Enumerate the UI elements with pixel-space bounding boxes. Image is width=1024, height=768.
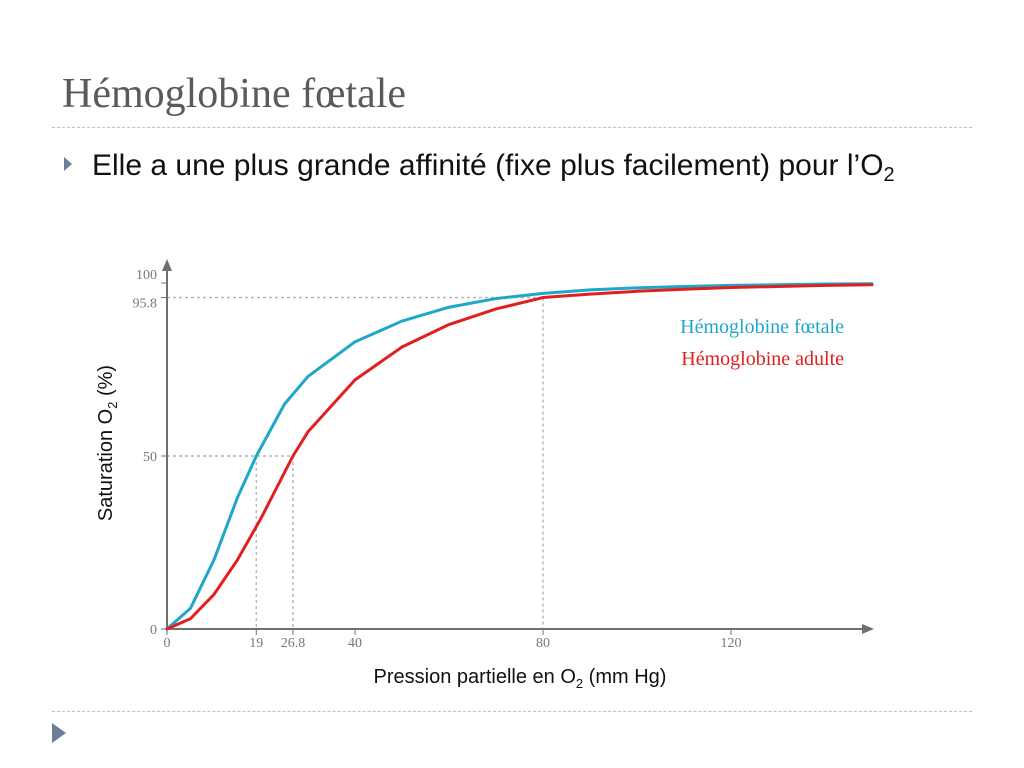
legend [680,316,844,370]
bullet-text-subscript: 2 [883,164,895,186]
bullet-text-main: Elle a une plus grande affinité (fixe plus facilement) pour l’O [92,149,884,182]
footer-divider [52,711,972,712]
x-tick-label: 120 [720,636,742,651]
y-tick-label: 95.8 [132,296,157,312]
bullet-text [92,146,895,186]
x-tick-label: 40 [348,636,362,651]
y-tick-label: 100 [136,268,157,283]
y-tick-label: 0 [150,623,157,638]
y-ticks [133,268,168,638]
x-axis-title-sub: 2 [575,676,584,691]
y-axis-title-prefix: Saturation O [95,408,117,522]
x-axis-title-suffix: (mm Hg) [583,666,667,688]
y-axis-title-sub: 2 [105,401,120,409]
x-axis-arrow [862,624,874,634]
x-tick-label: 0 [163,636,171,651]
x-axis-title-prefix: Pression partielle en O [373,666,576,688]
x-axis-title [374,666,667,691]
next-slide-icon[interactable] [50,721,68,750]
title-divider [52,127,972,128]
x-ticks [164,629,742,651]
bullet-marker-icon [62,146,92,177]
chart [92,255,892,695]
legend-item-fetal: Hémoglobine fœtale [680,316,844,338]
x-tick-label: 26.8 [280,636,306,651]
y-tick-label: 50 [143,450,157,465]
y-axis-arrow [162,259,172,271]
legend-item-adult: Hémoglobine adulte [681,348,844,370]
y-axis-title [95,365,120,521]
slide-title: Hémoglobine fœtale [62,71,407,117]
bullet-item [62,146,962,186]
y-axis-title-suffix: (%) [95,364,117,402]
x-tick-label: 19 [249,636,264,651]
chart-svg [92,255,892,695]
x-tick-label: 80 [536,636,550,651]
plot-area [95,259,874,691]
